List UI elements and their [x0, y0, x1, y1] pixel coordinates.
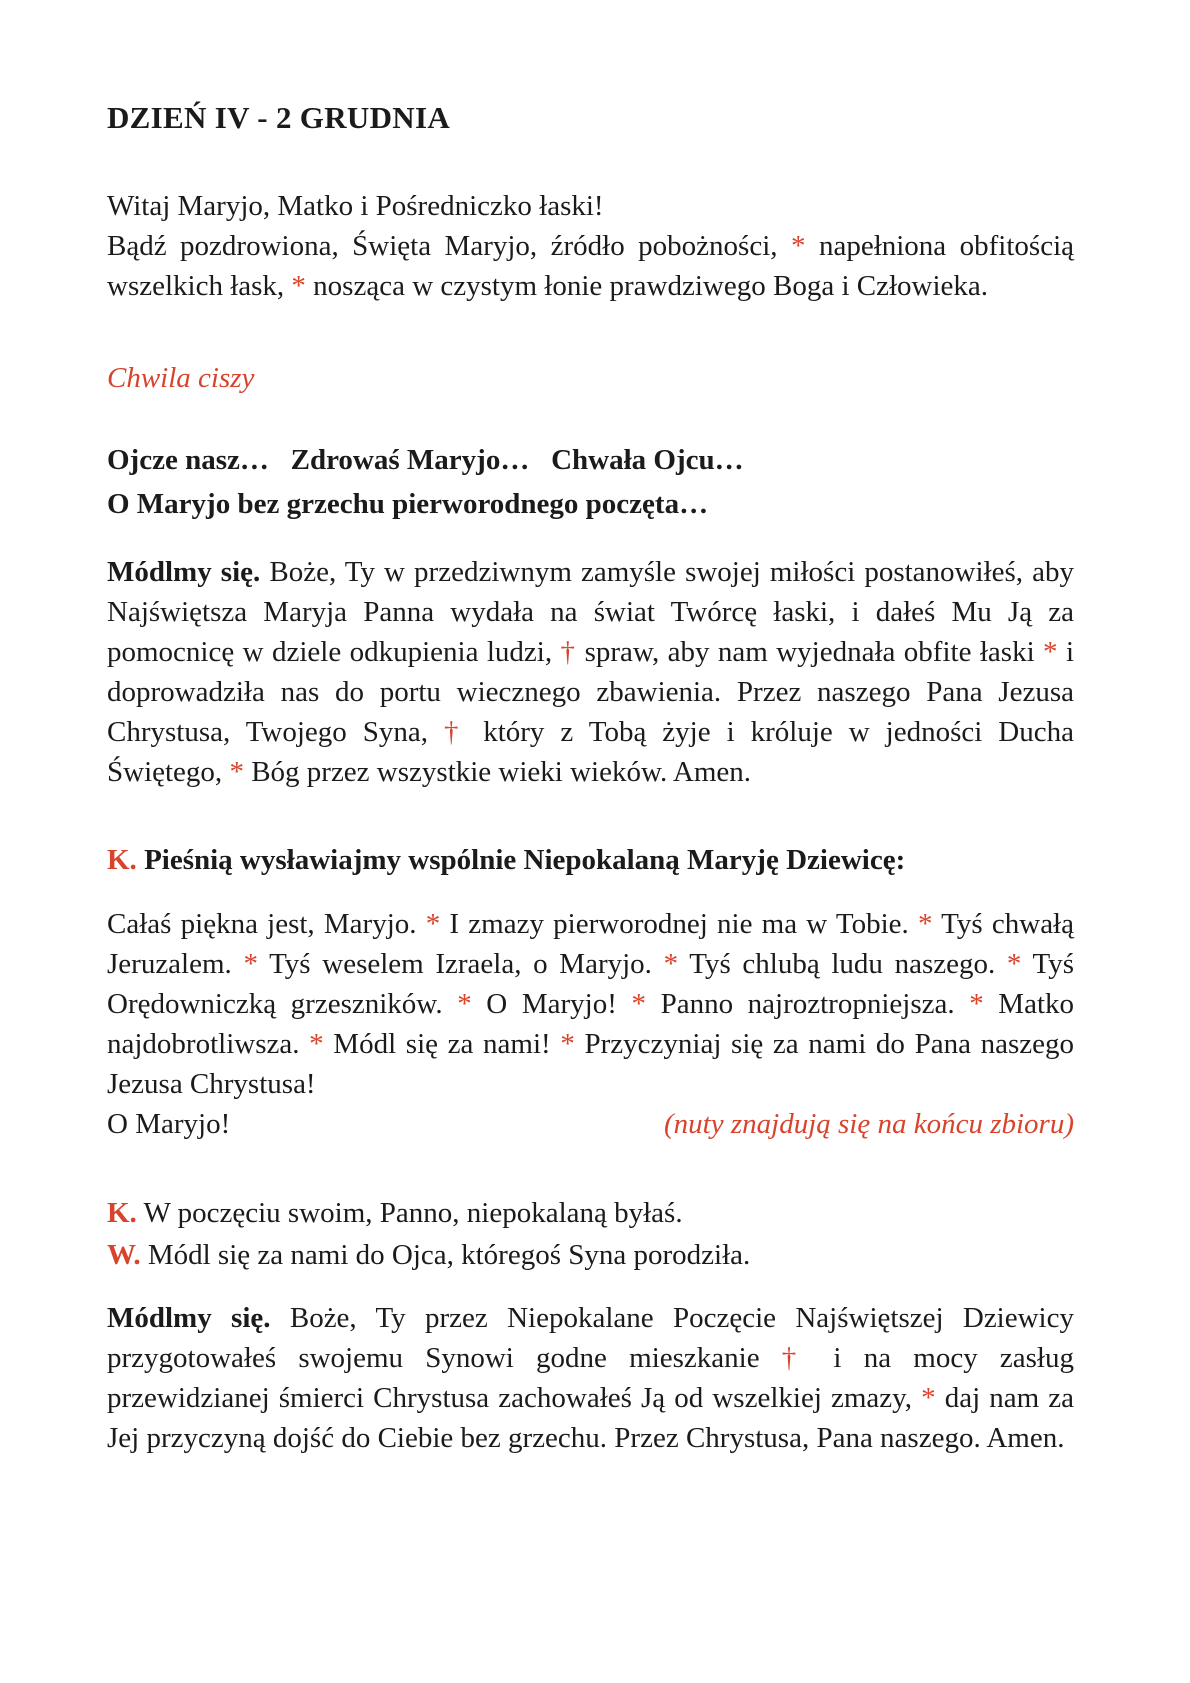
closing-prayer-paragraph: Módlmy się. Boże, Ty przez Niepokalane Poczęcie Najświętszej Dziewicy przygotowałeś swojemu Synowi godne mieszkanie † i na mocy zasług przewidzianej śmierci Chrystusa zachowałeś Ją od wszelkiej zmazy, * daj nam za Jej przyczyną dojść do Ciebie bez grzechu. Przez Chrystusa, Pana naszego. Amen.	[107, 1302, 1074, 1454]
day-title: DZIEŃ IV - 2 GRUDNIA	[107, 100, 451, 135]
hymn-last-line-text: O Maryjo!	[107, 1108, 231, 1140]
greeting-paragraph: Witaj Maryjo, Matko i Pośredniczko łaski! Bądź pozdrowiona, Święta Maryjo, źródło pobożności, * napełniona obfitością wszelkich łask, * nosząca w czystym łonie prawdziwego Boga i Człowieka.	[107, 190, 1074, 302]
hymn-last-line	[107, 1104, 1074, 1144]
hymn-block	[107, 904, 1074, 1144]
hymn-text: Całaś piękna jest, Maryjo. * I zmazy pierworodnej nie ma w Tobie. * Tyś chwałą Jeruzalem. * Tyś weselem Izraela, o Maryjo. * Tyś chlubą ludu naszego. * Tyś Orędowniczką grzeszników. * O Maryjo! * Panno najroztropniejsza. * Matko najdobrotliwsza. * Módl się za nami! * Przyczyniaj się za nami do Pana naszego Jezusa Chrystusa!	[107, 908, 1075, 1100]
hymn-heading: K. Pieśnią wysławiajmy wspólnie Niepokalaną Maryję Dziewicę:	[107, 844, 906, 876]
invocations-paragraph: Ojcze nasz… Zdrowaś Maryjo… Chwała Ojcu… O Maryjo bez grzechu pierworodnego poczęta…	[107, 444, 744, 520]
versicle-line-k: K. W poczęciu swoim, Panno, niepokalaną byłaś.	[107, 1197, 683, 1229]
versicles-block	[107, 1192, 1074, 1276]
versicle-line-w: W. Módl się za nami do Ojca, któregoś Syna porodziła.	[107, 1239, 751, 1271]
opening-prayer-paragraph: Módlmy się. Boże, Ty w przedziwnym zamyśle swojej miłości postanowiłeś, aby Najświętsza Maryja Panna wydała na świat Twórcę łaski, i dałeś Mu Ją za pomocnicę w dziele odkupienia ludzi, † spraw, aby nam wyjednała obfite łaski * i doprowadziła nas do portu wiecznego zbawienia. Przez naszego Pana Jezusa Chrystusa, Twojego Syna, † który z Tobą żyje i króluje w jedności Ducha Świętego, * Bóg przez wszystkie wieki wieków. Amen.	[107, 556, 1075, 788]
hymn-sheet-music-note: (nuty znajdują się na końcu zbioru)	[664, 1108, 1074, 1140]
silence-note: Chwila ciszy	[107, 362, 255, 394]
